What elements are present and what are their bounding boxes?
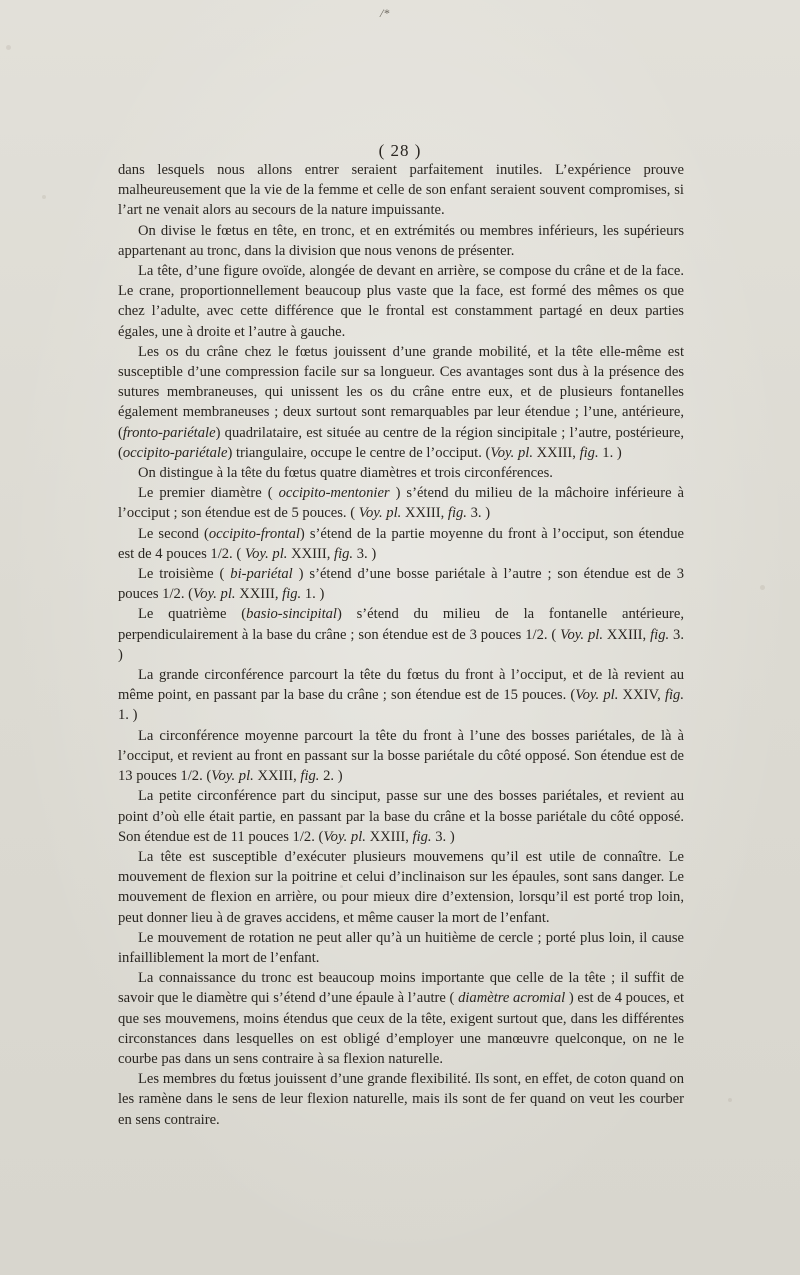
text-run: La tête est susceptible d’exécuter plusieurs mouvemens qu’il est utile de connaître. Le mouvement de flexion sur la poitrine et celui d’inclinaison sur les épaules, sont sans danger. Le mouvement de flexion en arrière, ou pour mieux dire d’extension, lorsqu’il est porté trop loin, peut donner lieu à de graves accidens, et même causer la mort de l’enfant. xyxy=(118,848,684,926)
paragraph xyxy=(118,463,684,483)
italic-run: fig. xyxy=(300,768,320,785)
paragraph xyxy=(118,604,684,665)
italic-run: Voy. pl. xyxy=(192,586,236,603)
text-run: Le quatrième ( xyxy=(138,606,247,623)
italic-run: basio-sincipital xyxy=(246,606,337,623)
paragraph xyxy=(118,665,684,726)
italic-run: Voy. pl. xyxy=(211,768,254,785)
page-number: ( 28 ) xyxy=(378,141,422,160)
italic-run: Voy. pl. xyxy=(575,687,619,704)
paper-spot xyxy=(760,585,765,590)
text-run: 1. ) xyxy=(118,707,138,724)
paragraph xyxy=(118,847,684,928)
text-run: XXIII, xyxy=(401,505,448,522)
text-run: La tête, d’une figure ovoïde, alongée de devant en arrière, se compose du crâne et de la face. Le crane, proportionnellement beaucoup plus vaste que la face, est formé des mêmes os que chez l’adulte, avec cette différence que le frontal est constamment partagé en deux parties égales, une à droite et l’autre à gauche. xyxy=(118,263,684,340)
italic-run: diamètre acromial xyxy=(458,990,566,1007)
text-run: dans lesquels nous allons entrer seraient parfaitement inutiles. L’expérience prouve malheureusement que la vie de la femme et celle de son enfant seraient souvent compromises, si l’art ne venait alors au secours de la nature impuissante. xyxy=(118,162,684,219)
italic-run: fig. xyxy=(579,444,599,461)
text-run: XXIII, xyxy=(287,545,335,562)
text-run: 1. ) xyxy=(598,444,622,461)
italic-run: fronto-pariétale xyxy=(122,424,216,441)
paragraph xyxy=(118,221,684,261)
paragraph xyxy=(118,160,684,221)
paragraph xyxy=(118,928,684,968)
paragraph xyxy=(118,786,684,847)
italic-run: fig. xyxy=(664,687,684,704)
italic-run: fig. xyxy=(412,828,432,845)
text-run: XXIII, xyxy=(365,828,413,845)
paragraph xyxy=(118,524,684,564)
text-run: La connaissance du tronc est beaucoup moins importante que celle de la tête ; il suffit de savoir que le diamètre qui s’étend d’une épaule à l’autre ( xyxy=(118,970,684,1007)
text-run: ) est de 4 pouces, et que ses mouvemens, moins étendus que ceux de la tête, exigent surtout que, dans les différentes circonstances dans lesquelles on est obligé d’employer une manœuvre quelconque, on ne le courbe pas dans un sens contraire à sa flexion naturelle. xyxy=(118,990,685,1067)
text-run: La circonférence moyenne parcourt la tête du front à l’une des bosses pariétales, de là à l’occiput, et revient au front en passant sur la bosse pariétale du côté opposé. Son étendue est de 13 pouces 1/2. ( xyxy=(118,727,684,785)
text-run: 1. ) xyxy=(301,586,325,603)
italic-run: Voy. pl. xyxy=(490,444,533,461)
body-text xyxy=(118,160,684,1130)
text-run: La petite circonférence part du sinciput, passe sur une des bosses pariétales, et revient au point d’où elle était partie, en passant par la base du crâne et la bosse pariétale du côté opposé. Son étendue est de 11 pouces 1/2. ( xyxy=(118,788,684,845)
text-run: Les membres du fœtus jouissent d’une grande flexibilité. Ils sont, en effet, de coton quand on les ramène dans le sens de leur flexion naturelle, mais ils sont de fer quand on veut les courber en sens contraire. xyxy=(118,1071,684,1128)
paper-spot xyxy=(6,45,11,50)
text-run: On distingue à la tête du fœtus quatre diamètres et trois circonférences. xyxy=(138,465,553,482)
text-run: ) s’étend d’une bosse pariétale à l’autre ; son étendue est de 3 pouces 1/2. ( xyxy=(118,566,684,603)
text-run: On divise le fœtus en tête, en tronc, et en extrémités ou membres inférieurs, les supérieurs appartenant au tronc, dans la division que nous venons de présenter. xyxy=(118,222,684,259)
text-run: 3. ) xyxy=(118,626,684,663)
text-run: Le premier diamètre ( xyxy=(138,485,279,502)
paragraph xyxy=(118,968,684,1069)
text-run: ) s’étend du milieu de la mâchoire inférieure à l’occiput ; son étendue est de 5 pouces. ( xyxy=(118,485,684,522)
text-run: 3. ) xyxy=(353,545,377,562)
italic-run: bi-pariétal xyxy=(230,566,293,583)
paragraph xyxy=(118,261,684,342)
text-run: Les os du crâne chez le fœtus jouissent d’une grande mobilité, et la tête elle-même est susceptible d’une compression facile sur sa longueur. Ces avantages sont dus à la présence des sutures membraneuses, qui unissent les os du crâne entre eux, et de plusieurs fontanelles également membraneuses ; deux surtout sont remarquables par leur étendue ; l’une, antérieure, ( xyxy=(118,343,684,441)
text-run: ) triangulaire, occupe le centre de l’occiput. ( xyxy=(227,444,491,461)
paper-spot xyxy=(42,195,46,199)
italic-run: Voy. pl. xyxy=(358,505,402,522)
italic-run: fig. xyxy=(282,586,302,603)
italic-run: fig. xyxy=(650,626,670,643)
paragraph xyxy=(118,564,684,604)
text-run: ) quadrilataire, est située au centre de la région sincipitale ; l’autre, postérieure, ( xyxy=(118,424,684,461)
italic-run: occipito-frontal xyxy=(208,525,300,542)
text-run: Le mouvement de rotation ne peut aller qu’à un huitième de cercle ; porté plus loin, il cause infailliblement la mort de l’enfant. xyxy=(118,929,684,966)
italic-run: Voy. pl. xyxy=(560,626,603,643)
italic-run: Voy. pl. xyxy=(244,545,288,562)
text-run: ) s’étend du milieu de la fontanelle antérieure, perpendiculairement à la base du crâne ; son étendue est de 3 pouces 1/2. ( xyxy=(118,606,684,643)
italic-run: Voy. pl. xyxy=(323,828,366,845)
text-run: XXIII, xyxy=(602,626,651,643)
italic-run: occipito-pariétale xyxy=(122,444,228,461)
text-run: 2. ) xyxy=(319,768,343,785)
text-run: Le troisième ( xyxy=(138,566,231,583)
text-run: 3. ) xyxy=(466,505,491,522)
text-run: XXIII, xyxy=(253,768,301,785)
text-run: ) s’étend de la partie moyenne du front à l’occiput, son étendue est de 4 pouces 1/2. ( xyxy=(118,525,684,562)
paragraph xyxy=(118,1069,684,1130)
italic-run: occipito-mentonier xyxy=(278,485,390,502)
top-margin-mark: /* xyxy=(380,6,390,20)
paper-spot xyxy=(728,1098,732,1102)
text-run: 3. ) xyxy=(431,828,455,845)
text-run: La grande circonférence parcourt la tête du fœtus du front à l’occiput, et de là revient au même point, en passant par la base du crâne ; son étendue est de 15 pouces. ( xyxy=(118,667,684,704)
paragraph xyxy=(118,342,684,463)
italic-run: fig. xyxy=(334,545,354,562)
text-run: XXIII, xyxy=(235,586,283,603)
text-run: XXIII, xyxy=(532,444,580,461)
italic-run: fig. xyxy=(447,505,467,522)
text-run: Le second ( xyxy=(138,525,209,542)
paragraph xyxy=(118,726,684,787)
paragraph xyxy=(118,483,684,523)
text-run: XXIV, xyxy=(618,687,665,704)
